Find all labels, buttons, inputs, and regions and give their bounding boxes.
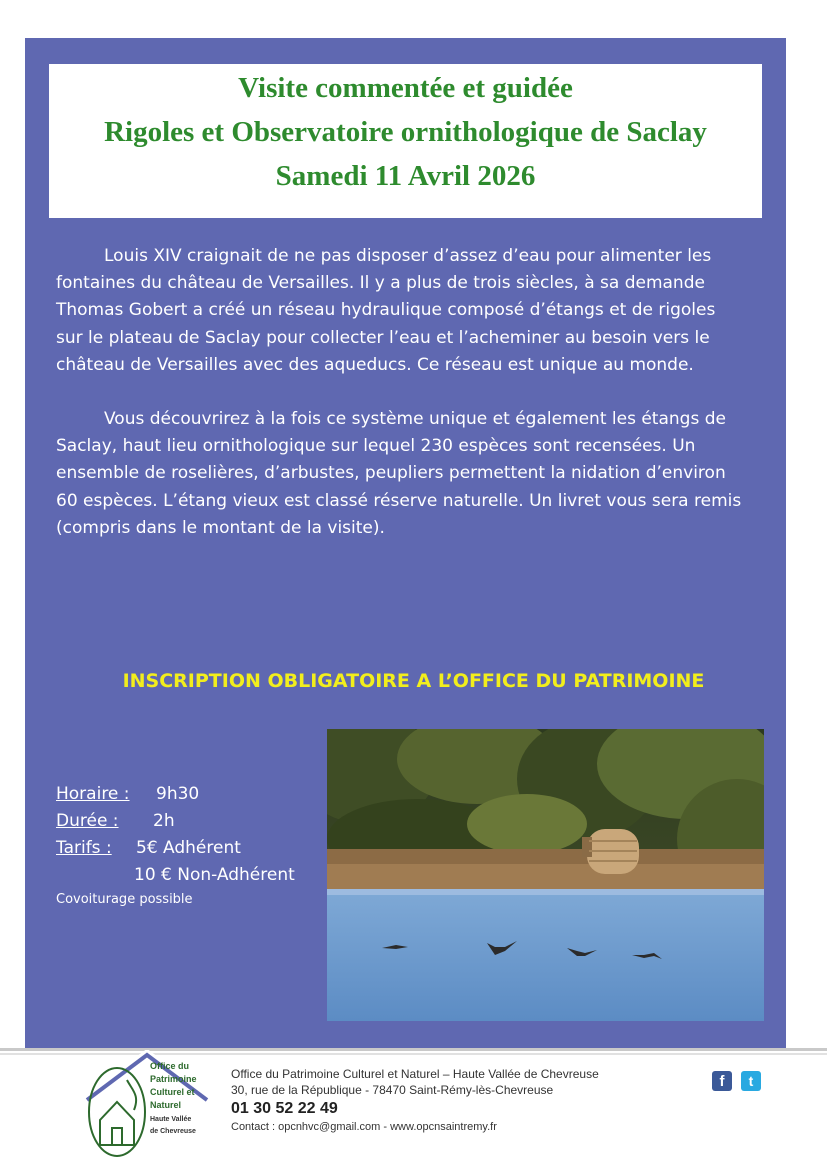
tarif-adherent: 5€ Adhérent <box>136 838 241 858</box>
horaire-value: 9h30 <box>156 784 200 804</box>
logo-line-3: Culturel et <box>150 1087 195 1097</box>
duree-label: Durée : <box>56 811 119 831</box>
logo-text <box>150 1060 197 1136</box>
office-phone[interactable]: 01 30 52 22 49 <box>231 1100 338 1117</box>
office-address: 30, rue de la République - 78470 Saint-Rémy-lès-Chevreuse <box>231 1083 554 1097</box>
duree-value: 2h <box>153 811 175 831</box>
title-date: Samedi 11 Avril 2026 <box>275 160 536 192</box>
paragraph-discovery: Vous découvrirez à la fois ce système unique et également les étangs de Saclay, haut lieu ornithologique sur lequel 230 espèces sont recensées. Un ensemble de roselières, d’arbustes, peupliers permettent la nidation d’environ 60 espèces. L’étang vieux est classé réserve naturelle. Un livret vous sera remis (compris dans le montant de la visite). <box>56 409 742 538</box>
inscription-notice: INSCRIPTION OBLIGATOIRE A L’OFFICE DU PATRIMOINE <box>122 670 705 692</box>
title-line-2: Rigoles et Observatoire ornithologique de Saclay <box>104 116 707 148</box>
twitter-icon[interactable]: t <box>741 1071 761 1091</box>
saclay-pond-photo <box>327 729 764 1021</box>
logo-line-2: Patrimoine <box>150 1074 197 1084</box>
tarif-non-adherent: 10 € Non-Adhérent <box>134 865 295 885</box>
horaire-label: Horaire : <box>56 784 130 804</box>
title-box <box>49 64 762 218</box>
facebook-icon[interactable]: f <box>712 1071 732 1091</box>
paragraph-history: Louis XIV craignait de ne pas disposer d’assez d’eau pour alimenter les fontaines du château de Versailles. Il y a plus de trois siècles, à sa demande Thomas Gobert a créé un réseau hydraulique composé d’étangs et de rigoles sur le plateau de Saclay pour collecter l’eau et l’acheminer au besoin vers le château de Versailles avec des aqueducs. Ce réseau est unique au monde. <box>56 246 716 375</box>
office-contact[interactable]: Contact : opcnhvc@gmail.com - www.opcnsaintremy.fr <box>231 1121 497 1133</box>
office-name: Office du Patrimoine Culturel et Naturel – Haute Vallée de Chevreuse <box>231 1067 599 1081</box>
logo-line-6: de Chevreuse <box>150 1128 196 1135</box>
logo-line-5: Haute Vallée <box>150 1116 192 1123</box>
title-line-1: Visite commentée et guidée <box>238 72 573 104</box>
logo-line-4: Naturel <box>150 1100 182 1110</box>
contact-block <box>231 1066 599 1134</box>
photo-illustration <box>327 729 764 1021</box>
logo-line-1: Office du <box>150 1061 190 1071</box>
description <box>56 243 746 542</box>
tarifs-label: Tarifs : <box>56 838 112 858</box>
covoiturage-note: Covoiturage possible <box>56 892 193 907</box>
